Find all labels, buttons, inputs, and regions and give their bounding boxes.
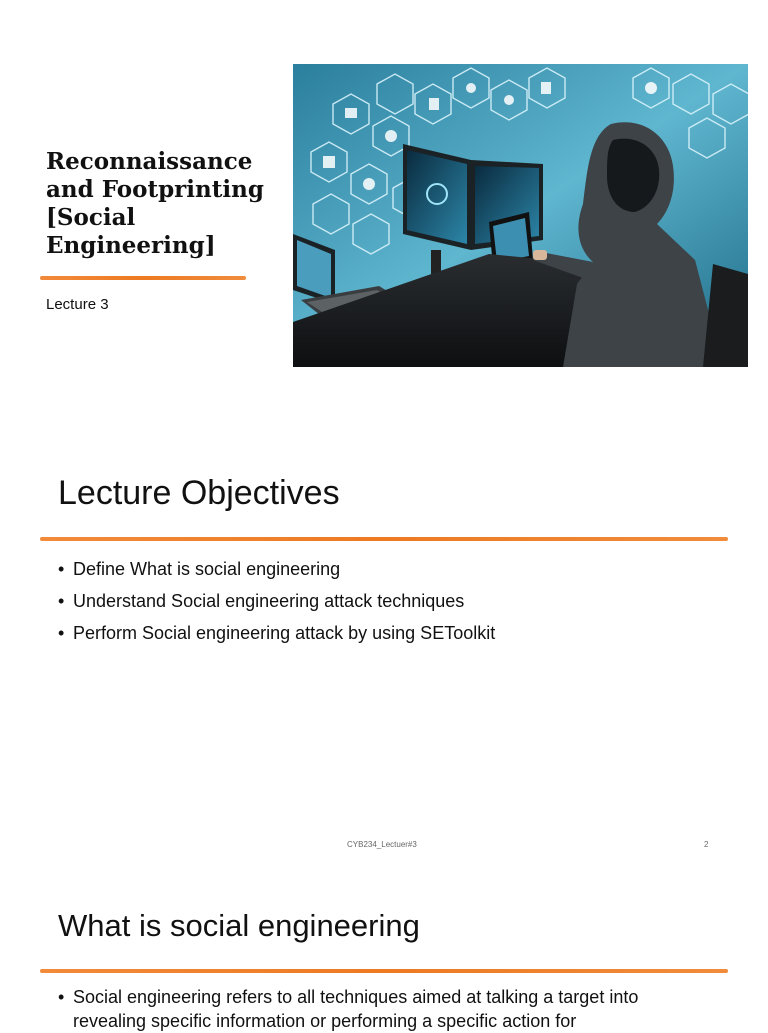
accent-underline bbox=[40, 537, 728, 541]
objectives-slide bbox=[0, 420, 768, 860]
accent-underline bbox=[40, 276, 246, 280]
bullet-list bbox=[58, 553, 495, 649]
slide-title: Lecture Objectives bbox=[58, 474, 340, 512]
bullet-list bbox=[58, 985, 708, 1033]
title-slide bbox=[0, 0, 768, 420]
slide-title: Reconnaissance and Footprinting [Social Engineering] bbox=[46, 148, 264, 259]
slide-title: What is social engineering bbox=[58, 908, 420, 943]
definition-slide bbox=[0, 870, 768, 1031]
list-item: • Understand Social engineering attack techniques bbox=[58, 585, 495, 617]
cyber-illustration bbox=[293, 64, 748, 367]
accent-underline bbox=[40, 969, 728, 973]
list-item: • Perform Social engineering attack by using SEToolkit bbox=[58, 617, 495, 649]
slide-footer: CYB234_Lectuer#3 bbox=[347, 840, 417, 849]
list-item: • Define What is social engineering bbox=[58, 553, 495, 585]
page-number: 2 bbox=[704, 840, 709, 849]
hero-image bbox=[293, 64, 748, 367]
list-item: • Social engineering refers to all techniques aimed at talking a target into revealing specific information or performing a specific action for bbox=[58, 985, 708, 1033]
slide-subtitle: Lecture 3 bbox=[46, 296, 109, 313]
